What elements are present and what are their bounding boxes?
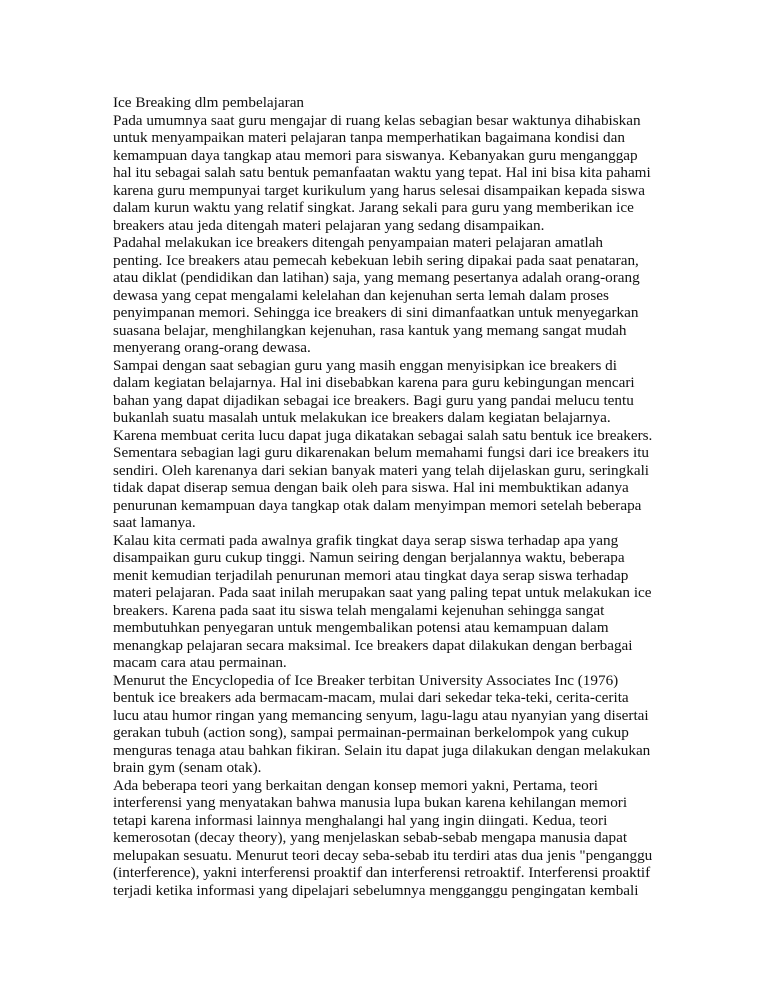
text-line: macam cara atau permainan.: [113, 654, 287, 671]
text-line: saat lamanya.: [113, 514, 196, 531]
text-line: lucu atau humor ringan yang memancing senyum, lagu-lagu atau nyanyian yang disertai: [113, 706, 649, 724]
text-line: breakers. Karena pada saat itu siswa telah mengalami kejenuhan sehingga sangat: [113, 601, 605, 619]
document-body: [113, 94, 657, 899]
text-line: bahan yang dapat dijadikan sebagai ice breakers. Bagi guru yang pandai melucu tentu: [113, 391, 634, 409]
text-line: dalam kurun waktu yang relatif singkat. Jarang sekali para guru yang memberikan ice: [113, 199, 634, 216]
text-line: bentuk ice breakers ada bermacam-macam, mulai dari sekedar teka-teki, cerita-cerita: [113, 689, 629, 706]
text-line: untuk menyampaikan materi pelajaran tanpa memperhatikan bagaimana kondisi dan: [113, 129, 625, 146]
text-line: terjadi ketika informasi yang dipelajari sebelumnya mengganggu pengingatan kembali: [113, 881, 639, 899]
text-line: tetapi karena informasi lainnya menghalangi hal yang ingin diingati. Kedua, teori: [113, 811, 608, 829]
text-line: Padahal melakukan ice breakers ditengah penyampaian materi pelajaran amatlah: [113, 234, 603, 251]
text-line: menangkap pelajaran secara maksimal. Ice breakers dapat dilakukan dengan berbagai: [113, 636, 633, 654]
text-line: penurunan kemampuan daya tangkap otak dalam menyimpan memori setelah beberapa: [113, 496, 642, 514]
text-line: dalam kegiatan belajarnya. Hal ini disebabkan karena para guru kebingungan mencari: [113, 374, 635, 391]
text-line: karena guru mempunyai target kurikulum yang harus selesai disampaikan kepada siswa: [113, 181, 645, 199]
text-line: menguras tenaga atau bahkan fikiran. Selain itu dapat juga dilakukan dengan melakukan: [113, 741, 651, 759]
text-line: Pada umumnya saat guru mengajar di ruang kelas sebagian besar waktunya dihabiskan: [113, 111, 641, 129]
text-line: brain gym (senam otak).: [113, 759, 262, 776]
text-line: membutuhkan penyegaran untuk mengembalikan potensi atau kemampuan dalam: [113, 619, 609, 636]
text-line: hal itu sebagai salah satu bentuk pemanfaatan waktu yang tepat. Hal ini bisa kita pahami: [113, 164, 651, 181]
text-line: Sementara sebagian lagi guru dikarenakan belum memahami fungsi dari ice breakers itu: [113, 444, 650, 461]
text-line: menyerang orang-orang dewasa.: [113, 339, 311, 356]
text-line: Sampai dengan saat sebagian guru yang masih enggan menyisipkan ice breakers di: [113, 356, 617, 374]
text-line: disampaikan guru cukup tinggi. Namun seiring dengan berjalannya waktu, beberapa: [113, 549, 625, 566]
text-line: Karena membuat cerita lucu dapat juga dikatakan sebagai salah satu bentuk ice breakers.: [113, 426, 653, 444]
document-title: Ice Breaking dlm pembelajaran: [113, 94, 305, 111]
text-line: kemerosotan (decay theory), yang menjelaskan sebab-sebab mengapa manusia dapat: [113, 829, 628, 846]
text-line: Menurut the Encyclopedia of Ice Breaker terbitan University Associates Inc (1976): [113, 671, 619, 689]
text-line: atau diklat (pendidikan dan latihan) saja, yang memang pesertanya adalah orang-orang: [113, 269, 640, 286]
text-line: Ada beberapa teori yang berkaitan dengan konsep memori yakni, Pertama, teori: [113, 776, 598, 794]
text-line: (interference), yakni interferensi proaktif dan interferensi retroaktif. Interferensi proaktif: [113, 864, 651, 881]
text-line: kemampuan daya tangkap atau memori para siswanya. Kebanyakan guru menganggap: [113, 146, 638, 164]
text-line: interferensi yang menyatakan bahwa manusia lupa bukan karena kehilangan memori: [113, 794, 628, 811]
text-line: suasana belajar, menghilangkan kejenuhan, rasa kantuk yang memang sangat mudah: [113, 321, 627, 339]
text-line: breakers atau jeda ditengah materi pelajaran yang sedang disampaikan.: [113, 216, 545, 234]
text-line: gerakan tubuh (action song), sampai permainan-permainan berkelompok yang cukup: [113, 724, 629, 741]
text-line: materi pelajaran. Pada saat inilah merupakan saat yang paling tepat untuk melakukan ice: [113, 584, 652, 601]
text-line: penting. Ice breakers atau pemecah kebekuan lebih sering dipakai pada saat penataran,: [113, 251, 639, 269]
text-line: melupakan sesuatu. Menurut teori decay seba-sebab itu terdiri atas dua jenis "penganggu: [113, 846, 653, 864]
text-line: dewasa yang cepat mengalami kelelahan dan kejenuhan serta lemah dalam proses: [113, 286, 609, 304]
text-line: menit kemudian terjadilah penurunan memori atau tingkat daya serap siswa terhadap: [113, 566, 629, 584]
text-line: Kalau kita cermati pada awalnya grafik tingkat daya serap siswa terhadap apa yang: [113, 531, 619, 549]
text-line: penyimpanan memori. Sehingga ice breakers di sini dimanfaatkan untuk menyegarkan: [113, 304, 639, 321]
text-line: bukanlah suatu masalah untuk melakukan ice breakers dalam kegiatan belajarnya.: [113, 409, 611, 426]
text-line: sendiri. Oleh karenanya dari sekian banyak materi yang telah dijelaskan guru, seringkali: [113, 461, 650, 479]
text-line: tidak dapat diserap semua dengan baik oleh para siswa. Hal ini membuktikan adanya: [113, 479, 629, 496]
